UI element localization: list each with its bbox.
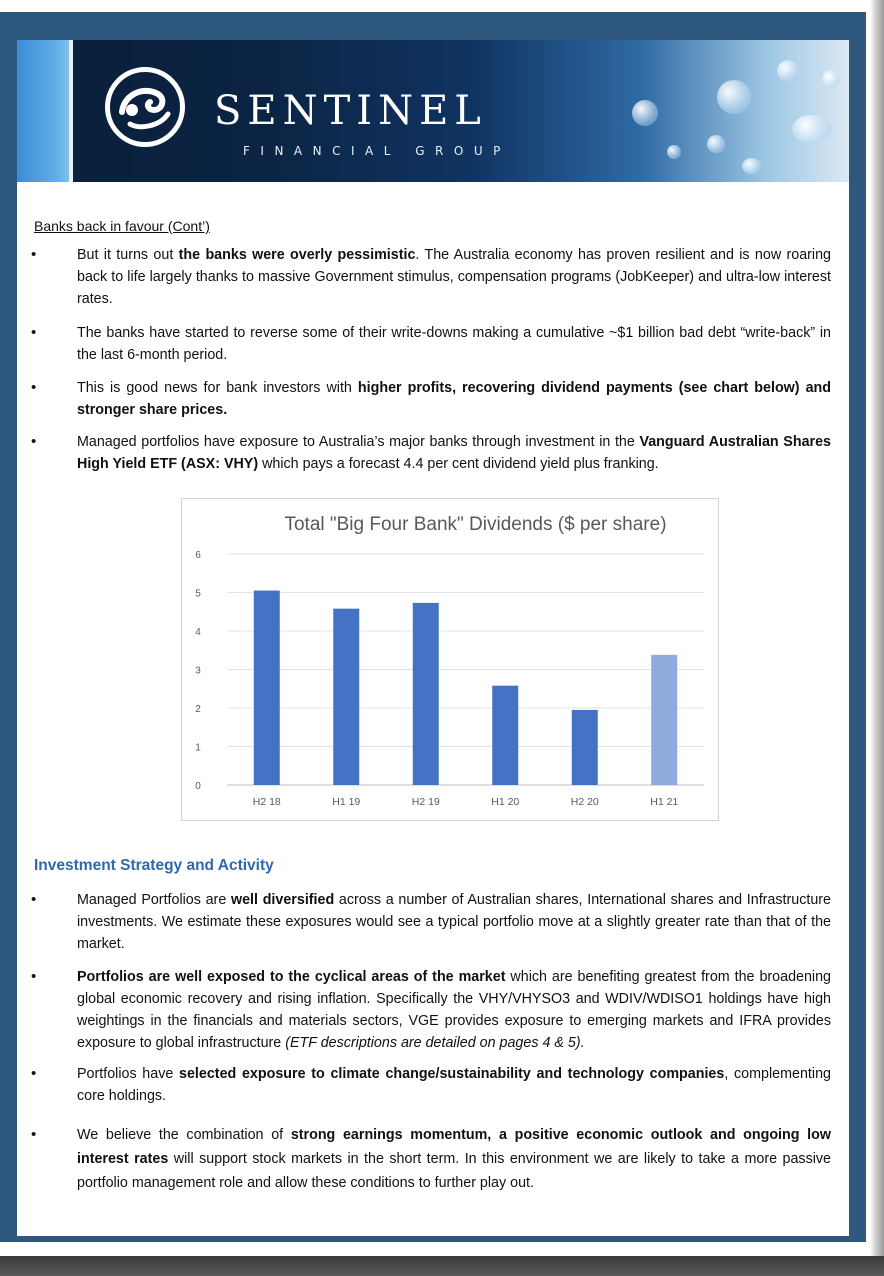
water-drop-decoration xyxy=(777,60,799,82)
text-run: , complementing core holdings. xyxy=(77,1066,831,1104)
bullet-paragraph xyxy=(77,889,831,955)
bullet-dot: • xyxy=(31,968,37,985)
text-run: Managed Portfolios are xyxy=(77,892,231,908)
x-tick-label: H1 19 xyxy=(332,796,361,808)
text-run: across a number of Australian shares, International shares and Infrastructure investments. We estimate these exposures would see a typical portfolio move at a slightly greater rate than that of the market. xyxy=(77,892,832,952)
text-run: which pays a forecast 4.4 per cent dividend yield plus franking. xyxy=(258,456,659,472)
text-run: Portfolios have xyxy=(77,1066,180,1082)
bar-h1-21 xyxy=(651,655,677,785)
x-tick-label: H2 20 xyxy=(570,796,599,808)
y-tick-label: 6 xyxy=(195,550,201,561)
y-tick-label: 0 xyxy=(195,781,201,792)
bold-text: strong earnings momentum, a positive economic outlook and ongoing low interest rates xyxy=(77,1127,831,1167)
bar-h1-19 xyxy=(333,609,359,785)
text-run: But it turns out xyxy=(77,247,179,263)
text-run: will support stock markets in the short term. In this environment we are likely to take a more passive portfolio management role and allow these conditions to further play out. xyxy=(77,1151,831,1191)
bullet-dot: • xyxy=(31,433,37,450)
water-drop-decoration xyxy=(742,158,762,174)
bullet-dot: • xyxy=(31,891,37,908)
water-drop-decoration xyxy=(792,115,832,143)
bullet-dot: • xyxy=(31,1126,37,1143)
section-heading: Banks back in favour (Cont’) xyxy=(34,218,210,234)
water-drop-decoration xyxy=(632,100,658,126)
bold-text: the banks were overly pessimistic xyxy=(178,247,416,263)
y-tick-label: 2 xyxy=(195,704,201,715)
bar-h2-20 xyxy=(572,710,598,785)
dividend-chart xyxy=(181,498,719,821)
bold-text: selected exposure to climate change/sustainability and technology companies xyxy=(179,1066,725,1082)
bullet-paragraph xyxy=(77,1063,831,1107)
y-tick-label: 3 xyxy=(195,665,201,677)
bold-text: higher profits, recovering dividend payments (see chart below) and stronger share prices. xyxy=(77,380,831,418)
bar-h1-20 xyxy=(492,686,518,785)
document-frame xyxy=(0,12,866,1242)
bold-text: Vanguard Australian Shares High Yield ETF (ASX: VHY) xyxy=(77,434,831,472)
bullet-dot: • xyxy=(31,246,37,263)
water-drop-decoration xyxy=(667,145,681,159)
x-tick-label: H2 18 xyxy=(252,796,281,808)
bullet-paragraph xyxy=(77,1123,831,1195)
water-drop-decoration xyxy=(822,70,840,88)
x-tick-label: H1 21 xyxy=(650,796,679,808)
strategy-heading: Investment Strategy and Activity xyxy=(34,857,274,874)
bold-text: well diversified xyxy=(230,892,335,908)
bullet-paragraph xyxy=(77,431,831,475)
y-tick-label: 5 xyxy=(195,588,201,600)
text-run: which are benefiting greatest from the broadening global economic recovery and rising inflation. Specifically the VHY/VHYSO3 and WDIV/WDISO1 holdings have high weightings in the financials and materials sectors, VGE provides exposure to emerging markets and IFRA provides exposure to global infrastructure xyxy=(77,969,831,1051)
bullet-dot: • xyxy=(31,379,37,396)
page-shadow-right xyxy=(870,0,884,1258)
document-page xyxy=(17,40,849,1236)
bar-h2-18 xyxy=(254,591,280,785)
banner-left-panel xyxy=(17,40,73,182)
bullet-paragraph xyxy=(77,322,831,366)
text-run: This is good news for bank investors with xyxy=(77,380,358,396)
text-run: The banks have started to reverse some of their write-downs making a cumulative ~$1 billion bad debt “write-back” in the last 6-month period. xyxy=(77,325,831,363)
x-tick-label: H1 20 xyxy=(491,796,520,808)
chart-title: Total "Big Four Bank" Dividends ($ per share) xyxy=(284,514,667,535)
bold-text: Portfolios are well exposed to the cyclical areas of the market xyxy=(77,969,506,985)
logo-icon xyxy=(105,67,185,147)
banner-divider xyxy=(69,40,73,182)
page-shadow-bottom xyxy=(0,1256,884,1276)
brand-subtitle: FINANCIAL GROUP xyxy=(243,144,511,158)
bullet-paragraph xyxy=(77,966,831,1054)
bullet-paragraph xyxy=(77,377,831,421)
water-drop-decoration xyxy=(707,135,725,153)
bullet-dot: • xyxy=(31,324,37,341)
x-tick-label: H2 19 xyxy=(411,796,440,808)
text-run: . The Australia economy has proven resilient and is now roaring back to life largely thanks to massive Government stimulus, compensation programs (JobKeeper) and ultra-low interest rates. xyxy=(77,247,832,307)
text-run: We believe the combination of xyxy=(77,1127,291,1143)
chart-canvas xyxy=(182,499,720,822)
y-tick-label: 4 xyxy=(195,627,201,638)
text-run: Managed portfolios have exposure to Australia’s major banks through investment in the xyxy=(77,434,640,450)
y-tick-label: 1 xyxy=(195,742,201,754)
italic-text: (ETF descriptions are detailed on pages 4 & 5). xyxy=(285,1035,585,1051)
bar-h2-19 xyxy=(413,603,439,785)
bullet-paragraph xyxy=(77,244,831,310)
water-drop-decoration xyxy=(717,80,751,114)
header-banner xyxy=(17,40,849,182)
bullet-dot: • xyxy=(31,1065,37,1082)
brand-name: SENTINEL xyxy=(214,88,487,134)
